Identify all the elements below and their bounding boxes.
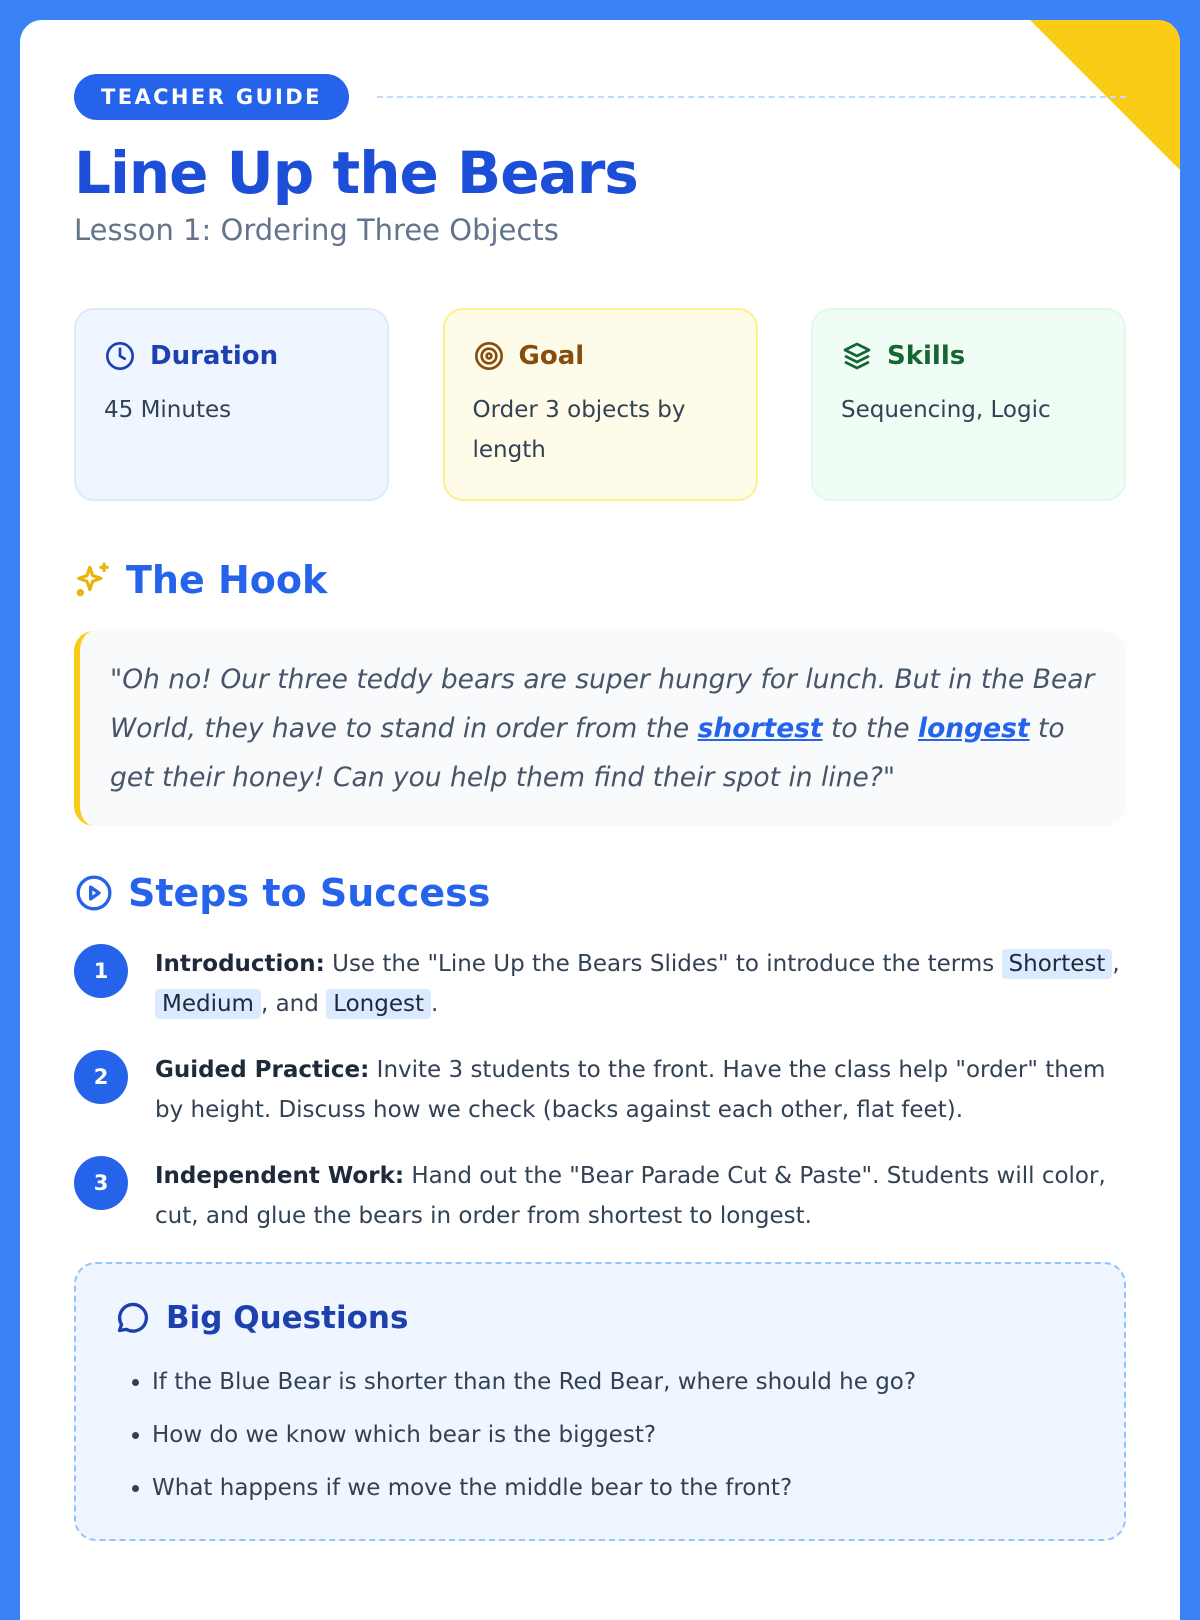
- skills-card-header: [841, 340, 1096, 372]
- duration-card: [74, 308, 389, 501]
- goal-card: [443, 308, 758, 501]
- duration-label: Duration: [150, 341, 279, 371]
- sparkles-icon: [74, 561, 112, 599]
- goal-label: Goal: [518, 341, 585, 371]
- hook-title: The Hook: [126, 558, 328, 602]
- steps-list: [74, 944, 1126, 1236]
- step-label: Introduction:: [155, 951, 325, 977]
- play-circle-icon: [74, 873, 114, 913]
- question-item: • If the Blue Bear is shorter than the Red Bear, where should he go?: [152, 1356, 1088, 1409]
- shortest-emphasis: shortest: [697, 713, 823, 744]
- header-divider: [377, 96, 1126, 98]
- longest-emphasis: longest: [917, 713, 1030, 744]
- skills-card: [811, 308, 1126, 501]
- steps-heading: [74, 870, 1126, 916]
- steps-title: Steps to Success: [128, 871, 491, 915]
- term-chip-longest: Longest: [326, 989, 431, 1019]
- skills-value: Sequencing, Logic: [841, 397, 1051, 423]
- chat-bubble-icon: [112, 1298, 152, 1338]
- big-questions-box: [74, 1262, 1126, 1541]
- hook-quote-part3: to get their honey! Can you help them find their spot in line?": [110, 713, 1065, 793]
- question-item: • How do we know which bear is the biggest?: [152, 1409, 1088, 1462]
- duration-card-header: [104, 340, 359, 372]
- hook-quote-part1: "Oh no! Our three teddy bears are super hungry for lunch. But in the Bear World, they have to stand in order from the: [110, 664, 1095, 744]
- goal-card-header: [473, 340, 728, 372]
- hook-quote-part2: to the: [822, 713, 918, 744]
- layers-icon: [841, 340, 873, 372]
- term-chip-shortest: Shortest: [1002, 949, 1113, 979]
- step-end: .: [431, 991, 439, 1017]
- hook-quote: [74, 631, 1126, 826]
- step-description: Use the "Line Up the Bears Slides" to introduce the terms: [324, 951, 1002, 977]
- big-questions-title: Big Questions: [166, 1300, 409, 1336]
- skills-label: Skills: [887, 341, 966, 371]
- clock-icon: [104, 340, 136, 372]
- step-number: 1: [74, 944, 128, 998]
- step-item: [74, 1156, 1126, 1236]
- step-number: 2: [74, 1050, 128, 1104]
- step-text: [155, 1156, 1126, 1236]
- goal-value: Order 3 objects by length: [472, 397, 686, 463]
- big-questions-list: [112, 1356, 1088, 1515]
- teacher-guide-badge: TEACHER GUIDE: [74, 74, 349, 120]
- hook-heading: [74, 557, 1126, 603]
- step-number: 3: [74, 1156, 128, 1210]
- step-text: [155, 944, 1126, 1024]
- content: [74, 74, 1126, 1541]
- header-row: [74, 74, 1126, 120]
- step-item: [74, 1050, 1126, 1130]
- term-chip-medium: Medium: [155, 989, 261, 1019]
- step-text: [155, 1050, 1126, 1130]
- step-label: Guided Practice:: [155, 1057, 370, 1083]
- page-title: Line Up the Bears: [74, 139, 638, 207]
- info-cards: [74, 308, 1126, 501]
- step-description: Invite 3 students to the front. Have the class help "order" them by height. Discuss how we check (backs against each other, flat feet).: [155, 1057, 1106, 1123]
- teacher-guide-page: [20, 20, 1180, 1620]
- target-icon: [473, 340, 505, 372]
- step-description: Hand out the "Bear Parade Cut & Paste". Students will color, cut, and glue the bears in order from shortest to longest.: [155, 1163, 1106, 1229]
- chip-separator: , and: [260, 991, 327, 1017]
- step-label: Independent Work:: [155, 1163, 405, 1189]
- question-item: • What happens if we move the middle bear to the front?: [152, 1462, 1088, 1515]
- duration-value: 45 Minutes: [104, 397, 232, 423]
- big-questions-heading: [112, 1298, 1088, 1338]
- chip-separator: ,: [1112, 951, 1120, 977]
- step-item: [74, 944, 1126, 1024]
- page-subtitle: Lesson 1: Ordering Three Objects: [74, 213, 559, 247]
